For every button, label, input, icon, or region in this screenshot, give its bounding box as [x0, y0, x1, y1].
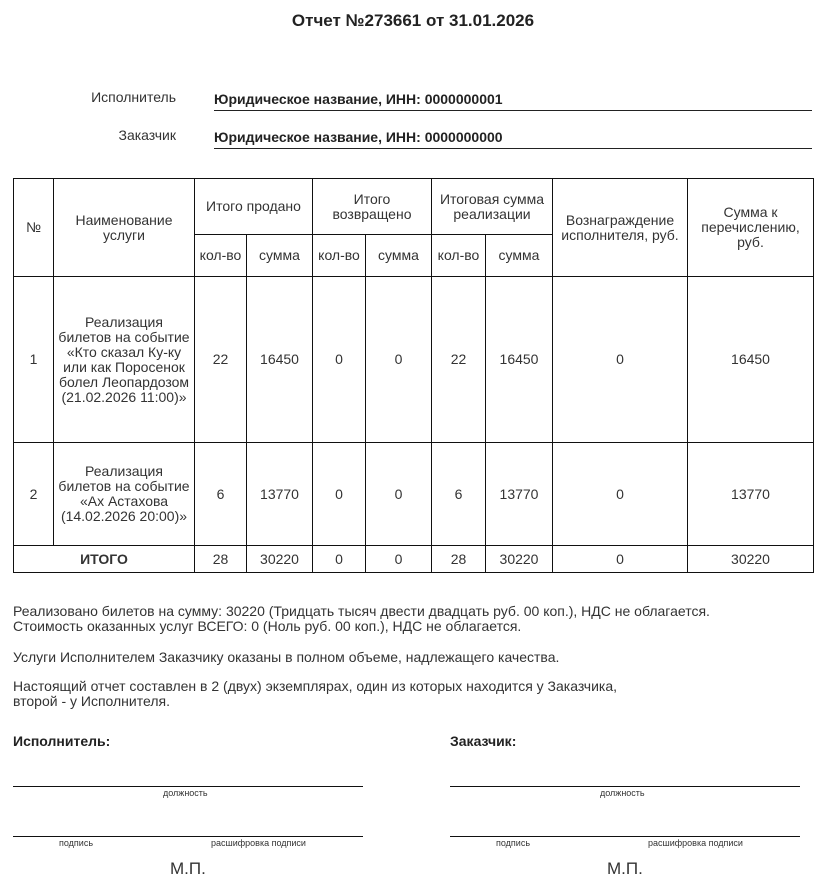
executor-stamp: М.П.	[170, 859, 206, 878]
total-label: ИТОГО	[14, 546, 195, 573]
total-sold-qty: 28	[195, 546, 247, 573]
executor-signature-title: Исполнитель:	[13, 733, 111, 749]
row-reward: 0	[553, 277, 688, 443]
customer-decoding-caption: расшифровка подписи	[648, 838, 743, 848]
executor-signature-block	[13, 733, 363, 878]
executor-row	[0, 89, 826, 113]
row-total-sum: 16450	[486, 277, 553, 443]
row-total-qty: 22	[432, 277, 486, 443]
header-sold-sum: сумма	[247, 235, 313, 277]
page-title: Отчет №273661 от 31.01.2026	[291, 11, 535, 30]
header-transfer: Сумма к перечислению, руб.	[688, 179, 814, 277]
row-service: Реализация билетов на событие «Ах Астахова (14.02.2026 20:00)»	[54, 443, 195, 546]
row-service: Реализация билетов на событие «Кто сказал Ку-ку или как Поросенок болел Леопардозом (21.02.2026 11:00)»	[54, 277, 195, 443]
total-returned-qty: 0	[313, 546, 366, 573]
customer-signature-title: Заказчик:	[450, 733, 517, 749]
row-total-sum: 13770	[486, 443, 553, 546]
notes-block	[13, 604, 710, 709]
total-transfer: 30220	[688, 546, 814, 573]
customer-position-line	[450, 786, 800, 787]
table-row	[14, 277, 814, 443]
total-total-sum: 30220	[486, 546, 553, 573]
customer-signature-caption: подпись	[496, 838, 531, 848]
row-returned-sum: 0	[366, 277, 432, 443]
total-row	[14, 546, 814, 573]
row-num: 1	[14, 277, 54, 443]
row-transfer: 13770	[688, 443, 814, 546]
header-returned: Итого возвращено	[313, 179, 432, 235]
header-total-sum: сумма	[486, 235, 553, 277]
note-services-quality: Услуги Исполнителем Заказчику оказаны в полном объеме, надлежащего качества.	[13, 649, 560, 665]
table-row	[14, 443, 814, 546]
header-returned-sum: сумма	[366, 235, 432, 277]
total-returned-sum: 0	[366, 546, 432, 573]
header-sold-qty: кол-во	[195, 235, 247, 277]
customer-position-caption: должность	[600, 788, 645, 798]
report-table	[13, 178, 814, 573]
total-sold-sum: 30220	[247, 546, 313, 573]
header-total-qty: кол-во	[432, 235, 486, 277]
row-returned-sum: 0	[366, 443, 432, 546]
executor-position-line	[13, 786, 363, 787]
total-total-qty: 28	[432, 546, 486, 573]
row-transfer: 16450	[688, 277, 814, 443]
executor-value: Юридическое название, ИНН: 0000000001	[214, 91, 812, 111]
executor-position-caption: должность	[163, 788, 208, 798]
executor-signature-caption: подпись	[59, 838, 94, 848]
header-total-realization: Итоговая сумма реализации	[432, 179, 553, 235]
row-sold-sum: 16450	[247, 277, 313, 443]
customer-row	[0, 127, 826, 151]
row-sold-qty: 22	[195, 277, 247, 443]
note-services-cost: Стоимость оказанных услуг ВСЕГО: 0 (Ноль руб. 00 коп.), НДС не облагается.	[13, 618, 522, 634]
customer-value: Юридическое название, ИНН: 0000000000	[214, 129, 812, 149]
note-copies-2: второй - у Исполнителя.	[13, 693, 170, 709]
header-service: Наименование услуги	[54, 179, 195, 277]
row-sold-qty: 6	[195, 443, 247, 546]
note-realized-sum: Реализовано билетов на сумму: 30220 (Тридцать тысяч двести двадцать руб. 00 коп.), НДС не облагается.	[13, 603, 710, 619]
customer-label: Заказчик	[118, 127, 176, 143]
total-reward: 0	[553, 546, 688, 573]
row-sold-sum: 13770	[247, 443, 313, 546]
note-copies-1: Настоящий отчет составлен в 2 (двух) экземплярах, один из которых находится у Заказчика,	[13, 678, 618, 694]
row-reward: 0	[553, 443, 688, 546]
customer-stamp: М.П.	[607, 859, 643, 878]
row-num: 2	[14, 443, 54, 546]
header-num: №	[14, 179, 54, 277]
row-total-qty: 6	[432, 443, 486, 546]
executor-signature-line	[13, 836, 363, 837]
row-returned-qty: 0	[313, 443, 366, 546]
executor-decoding-caption: расшифровка подписи	[211, 838, 306, 848]
customer-signature-line	[450, 836, 800, 837]
executor-label: Исполнитель	[91, 89, 176, 105]
row-returned-qty: 0	[313, 277, 366, 443]
header-reward: Вознаграждение исполнителя, руб.	[553, 179, 688, 277]
header-returned-qty: кол-во	[313, 235, 366, 277]
header-sold: Итого продано	[195, 179, 313, 235]
customer-signature-block	[450, 733, 800, 878]
